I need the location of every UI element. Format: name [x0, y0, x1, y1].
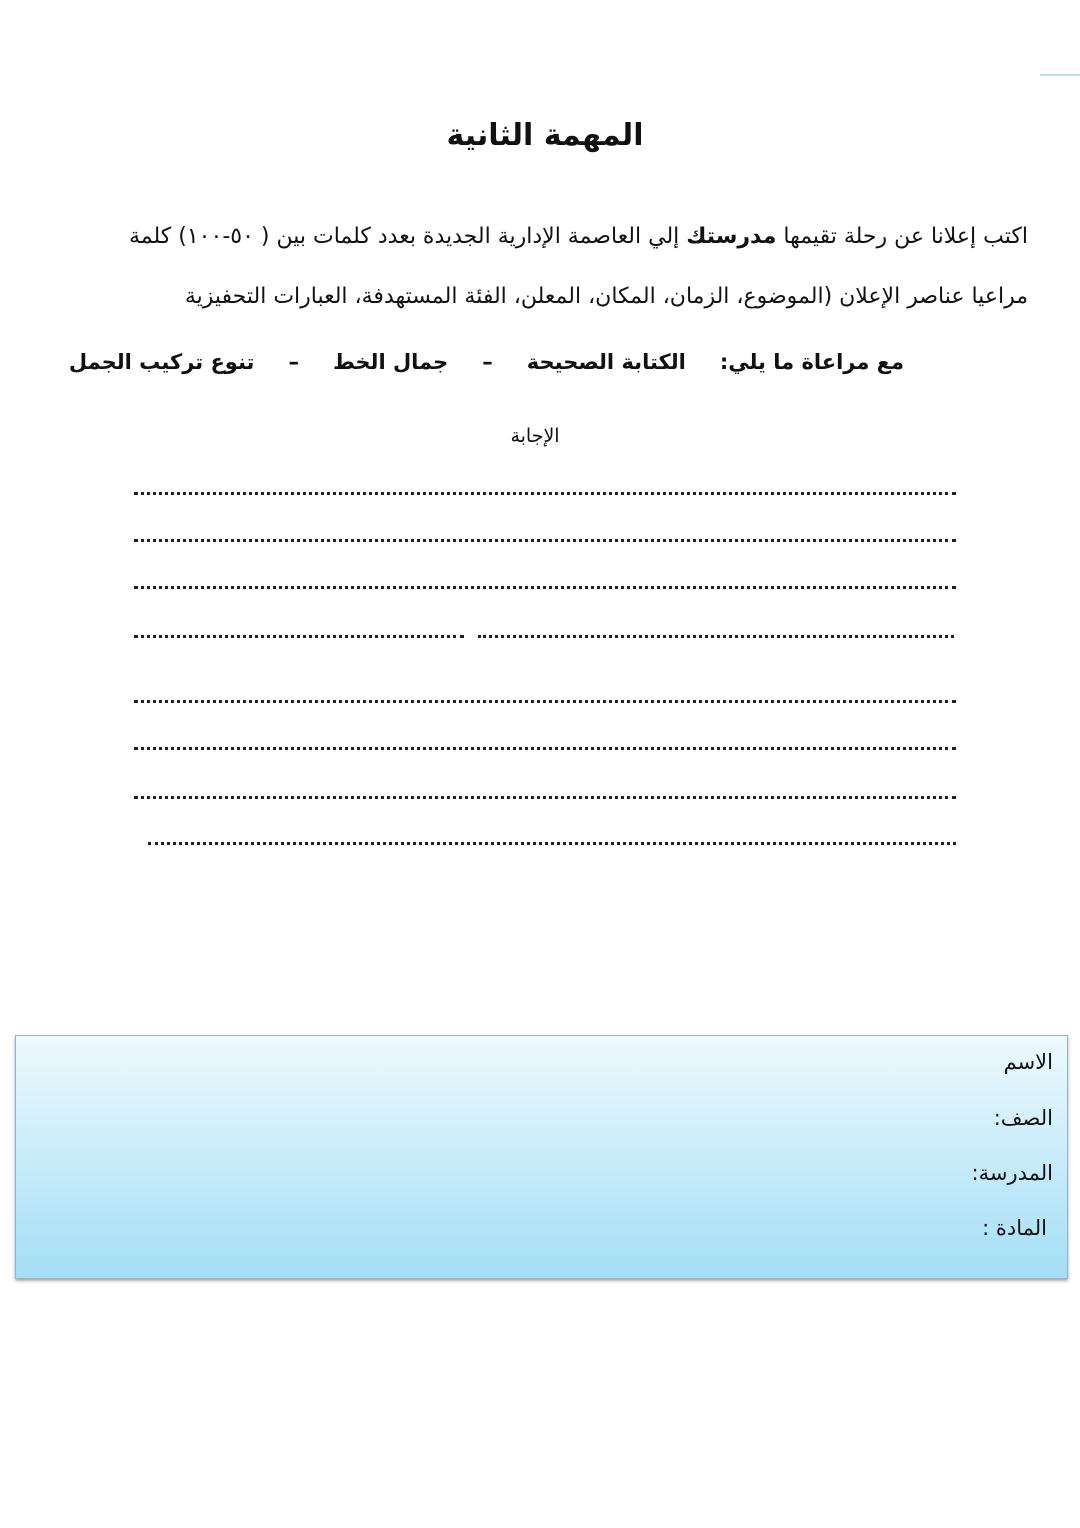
instruction-text: إلي العاصمة الإدارية الجديدة بعدد كلمات بين ( ٥٠-١٠٠) كلمة [129, 224, 687, 249]
answer-line[interactable] [478, 635, 954, 638]
criteria-item: تنوع تركيب الجمل [68, 350, 255, 374]
answer-line[interactable] [134, 635, 464, 638]
criteria-item: الكتابة الصحيحة [526, 350, 686, 374]
answer-label: الإجابة [510, 425, 560, 447]
instruction-text: اكتب إعلانا عن رحلة تقيمها [776, 224, 1028, 249]
page-title: المهمة الثانية [446, 118, 644, 153]
instruction-line-1 [129, 224, 1028, 249]
answer-line[interactable] [134, 796, 956, 799]
name-field-label: الاسم [1003, 1050, 1053, 1074]
answer-line[interactable] [148, 842, 956, 845]
instruction-bold-word: مدرستك [686, 224, 777, 249]
answer-line[interactable] [134, 586, 956, 589]
instruction-line-3 [69, 350, 904, 374]
student-info-box [15, 1035, 1068, 1279]
grade-field-label: الصف: [993, 1106, 1053, 1130]
criteria-label: مع مراعاة ما يلي: [719, 350, 904, 374]
subject-field-label: المادة : [982, 1216, 1047, 1240]
answer-line[interactable] [134, 492, 956, 495]
answer-line[interactable] [134, 700, 956, 703]
instruction-line-2: مراعيا عناصر الإعلان (الموضوع، الزمان، المكان، المعلن، الفئة المستهدفة، العبارات التحفيزية [184, 284, 1028, 309]
separator: – [288, 350, 299, 374]
decorative-line [1040, 74, 1080, 76]
school-field-label: المدرسة: [971, 1161, 1053, 1185]
separator: – [482, 350, 493, 374]
criteria-item: جمال الخط [332, 350, 449, 374]
answer-line[interactable] [134, 747, 956, 750]
answer-line[interactable] [134, 539, 956, 542]
